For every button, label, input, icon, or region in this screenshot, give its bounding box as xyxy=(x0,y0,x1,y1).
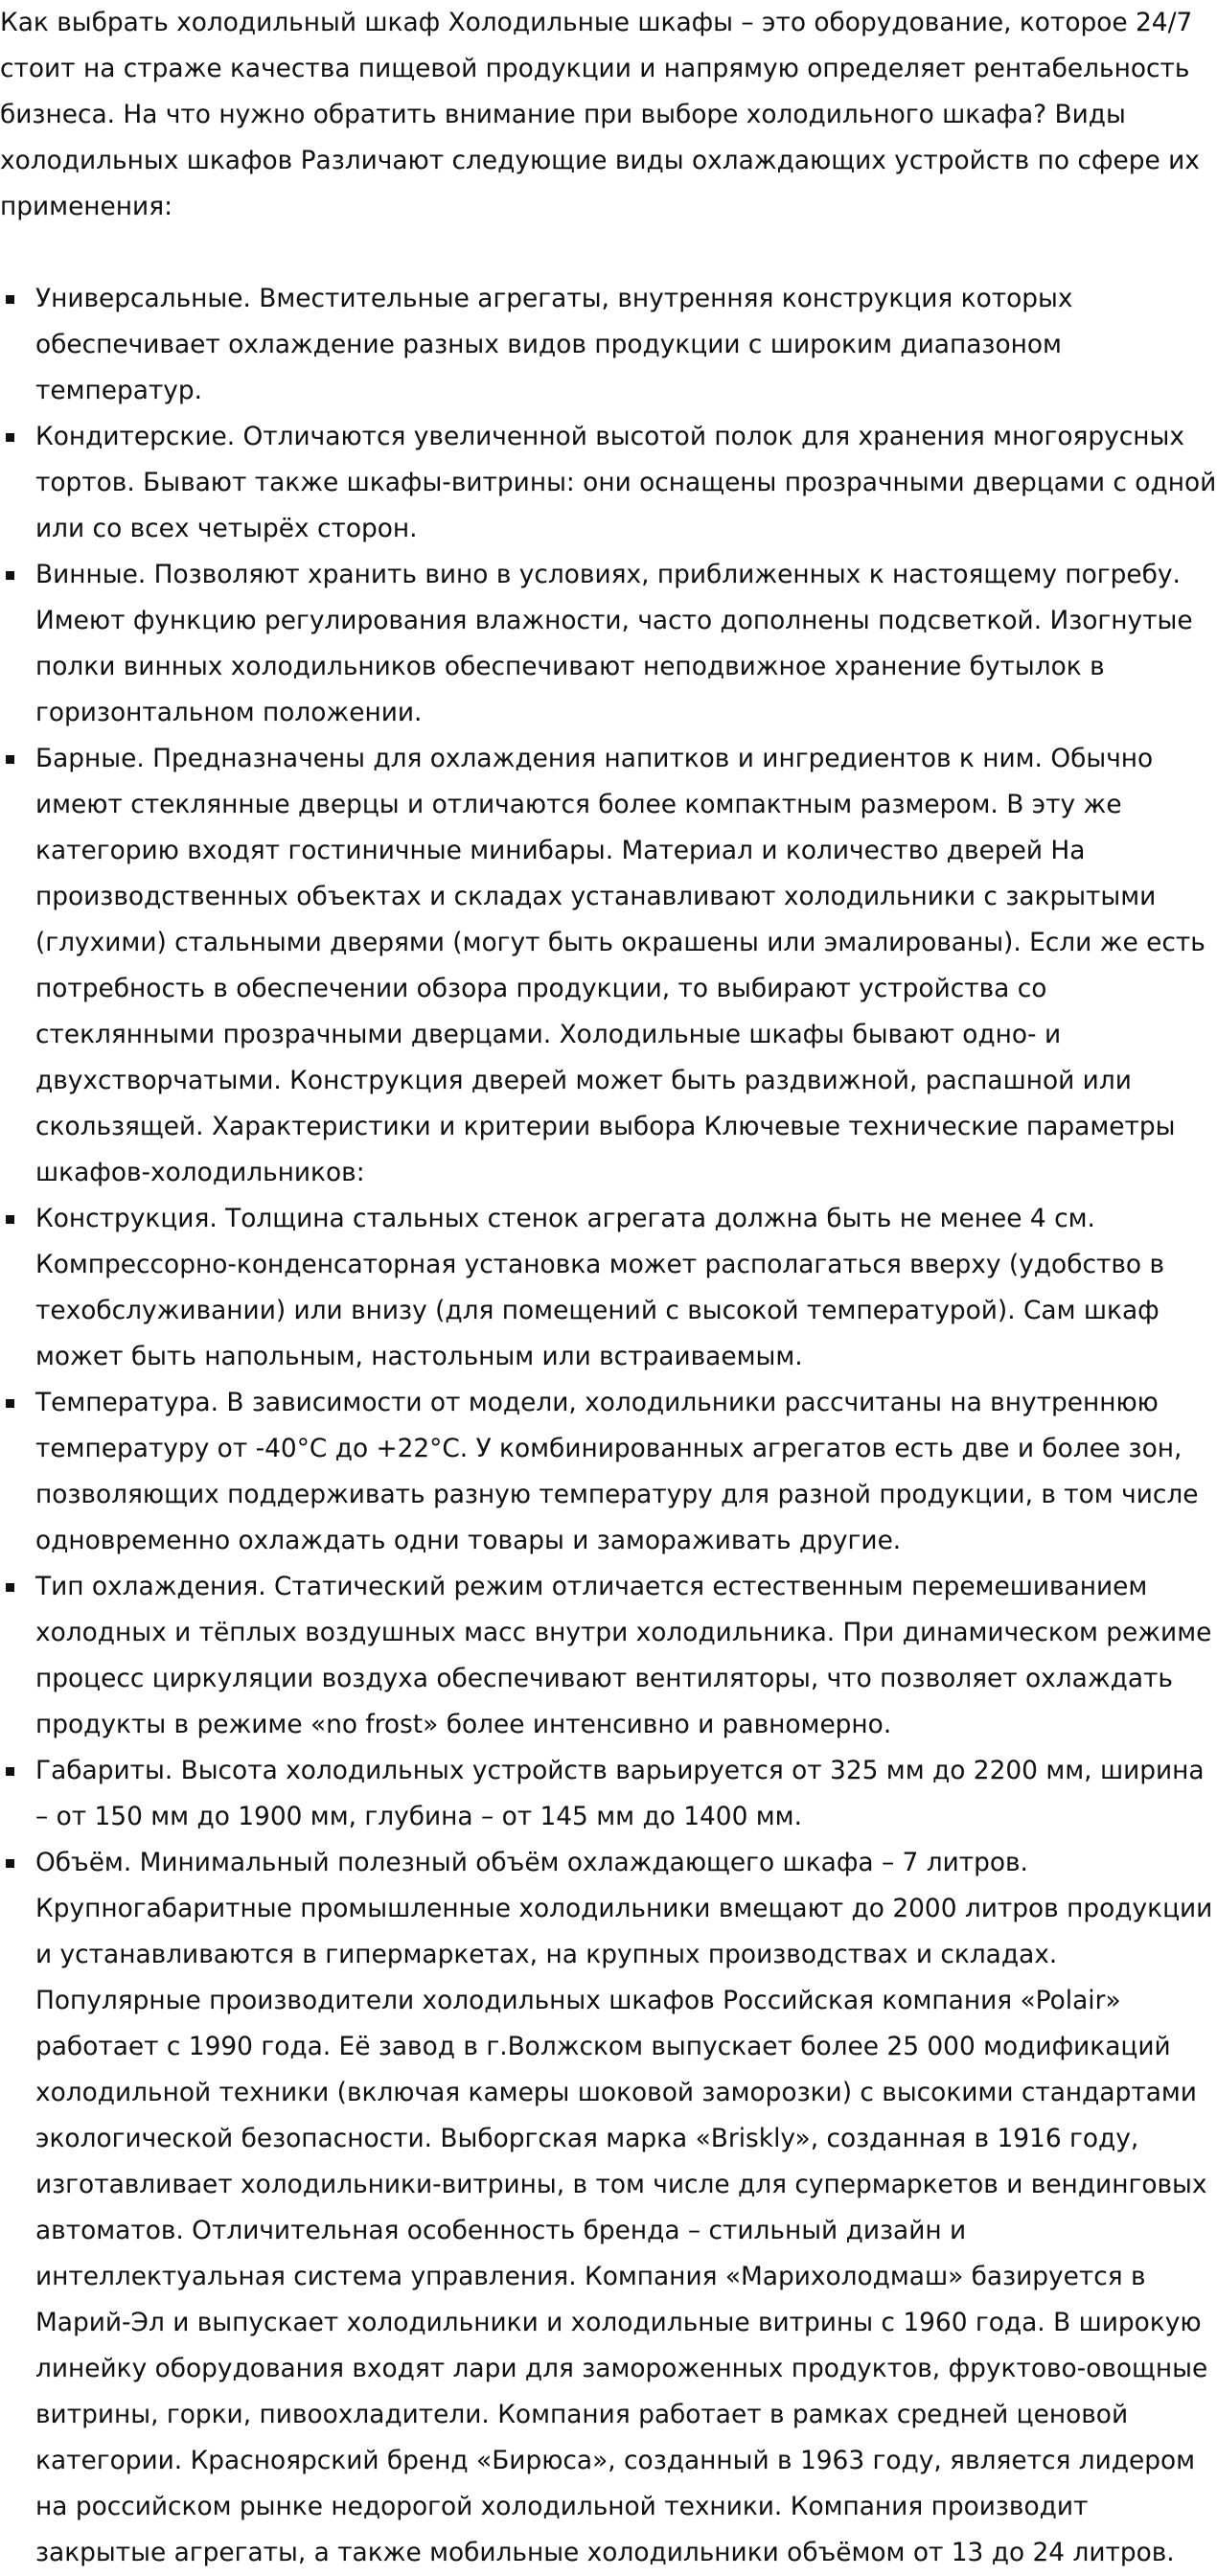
list-item xyxy=(0,736,1217,1196)
bullet-square-icon xyxy=(6,1859,14,1868)
bullet-square-icon xyxy=(6,1399,14,1408)
list-item xyxy=(0,1748,1217,1840)
list-item xyxy=(0,1380,1217,1564)
bullet-square-icon xyxy=(6,1767,14,1776)
list-item xyxy=(0,414,1217,552)
bullet-square-icon xyxy=(6,295,14,304)
article-intro: Как выбрать холодильный шкаф Холодильные шкафы – это оборудование, которое 24/7 стоит на страже качества пищевой продукции и напрямую определяет рентабельность бизнеса. На что нужно обратить внимание при выборе холодильного шкафа? Виды холодильных шкафов Различают следующие виды охлаждающих устройств по сфере их применения: xyxy=(0,8,1200,221)
list-item xyxy=(0,276,1217,414)
list-item xyxy=(0,1196,1217,1380)
article-list xyxy=(0,276,1217,2576)
bullet-square-icon xyxy=(6,1583,14,1592)
list-item-text: Винные. Позволяют хранить вино в условиях, приближенных к настоящему погребу. Имеют функцию регулирования влажности, часто дополнены подсветкой. Изогнутые полки винных холодильников обеспечивают неподвижное хранение бутылок в горизонтальном положении. xyxy=(35,560,1193,727)
bullet-square-icon xyxy=(6,433,14,442)
list-item-text: Объём. Минимальный полезный объём охлаждающего шкафа – 7 литров. Крупногабаритные промышленные холодильники вмещают до 2000 литров продукции и устанавливаются в гипермаркетах, на крупных производствах и складах. Популярные производители холодильных шкафов Российская компания «Polair» работает с 1990 года. Её завод в г.Волжском выпускает более 25 000 модификаций холодильной техники (включая камеры шоковой заморозки) с высокими стандартами экологической безопасности. Выборгская марка «Briskly», созданная в 1916 году, изготавливает холодильники-витрины, в том числе для супермаркетов и вендинговых автоматов. Отличительная особенность бренда – стильный дизайн и интеллектуальная система управления. Компания «Марихолодмаш» базируется в Марий-Эл и выпускает холодильники и холодильные витрины с 1960 года. В широкую линейку оборудования входят лари для замороженных продуктов, фруктово-овощные витрины, горки, пивоохладители. Компания работает в рамках средней ценовой категории. Красноярский бренд «Бирюса», созданный в 1963 году, является лидером на российском рынке недорогой холодильной техники. Компания производит закрытые агрегаты, а также мобильные холодильники объёмом от 13 до 24 литров. xyxy=(35,1848,1213,2567)
bullet-square-icon xyxy=(6,571,14,580)
list-item-text: Барные. Предназначены для охлаждения напитков и ингредиентов к ним. Обычно имеют стеклянные дверцы и отличаются более компактным размером. В эту же категорию входят гостиничные минибары. Материал и количество дверей На производственных объектах и складах устанавливают холодильники с закрытыми (глухими) стальными дверями (могут быть окрашены или эмалированы). Если же есть потребность в обеспечении обзора продукции, то выбирают устройства со стеклянными прозрачными дверцами. Холодильные шкафы бывают одно- и двухстворчатыми. Конструкция дверей может быть раздвижной, распашной или скользящей. Характеристики и критерии выбора Ключевые технические параметры шкафов-холодильников: xyxy=(35,744,1206,1187)
bullet-square-icon xyxy=(6,1215,14,1224)
list-item-text: Кондитерские. Отличаются увеличенной высотой полок для хранения многоярусных тортов. Бывают также шкафы-витрины: они оснащены прозрачными дверцами с одной или со всех четырёх сторон. xyxy=(35,422,1217,543)
list-item-text: Габариты. Высота холодильных устройств варьируется от 325 мм до 2200 мм, ширина – от 150 мм до 1900 мм, глубина – от 145 мм до 1400 мм. xyxy=(35,1756,1205,1831)
bullet-square-icon xyxy=(6,755,14,764)
list-item-text: Универсальные. Вместительные агрегаты, внутренняя конструкция которых обеспечивает охлаждение разных видов продукции с широким диапазоном температур. xyxy=(35,284,1073,405)
list-item xyxy=(0,552,1217,736)
list-item-text: Тип охлаждения. Статический режим отличается естественным перемешиванием холодных и тёплых воздушных масс внутри холодильника. При динамическом режиме процесс циркуляции воздуха обеспечивают вентиляторы, что позволяет охлаждать продукты в режиме «no frost» более интенсивно и равномерно. xyxy=(35,1572,1212,1739)
list-item xyxy=(0,1564,1217,1748)
list-item xyxy=(0,1840,1217,2576)
list-item-text: Температура. В зависимости от модели, холодильники рассчитаны на внутреннюю температуру от -40°C до +22°C. У комбинированных агрегатов есть две и более зон, позволяющих поддерживать разную температуру для разной продукции, в том числе одновременно охлаждать одни товары и замораживать другие. xyxy=(35,1388,1199,1555)
list-item-text: Конструкция. Толщина стальных стенок агрегата должна быть не менее 4 см. Компрессорно-конденсаторная установка может располагаться вверху (удобство в техобслуживании) или внизу (для помещений с высокой температурой). Сам шкаф может быть напольным, настольным или встраиваемым. xyxy=(35,1204,1164,1371)
